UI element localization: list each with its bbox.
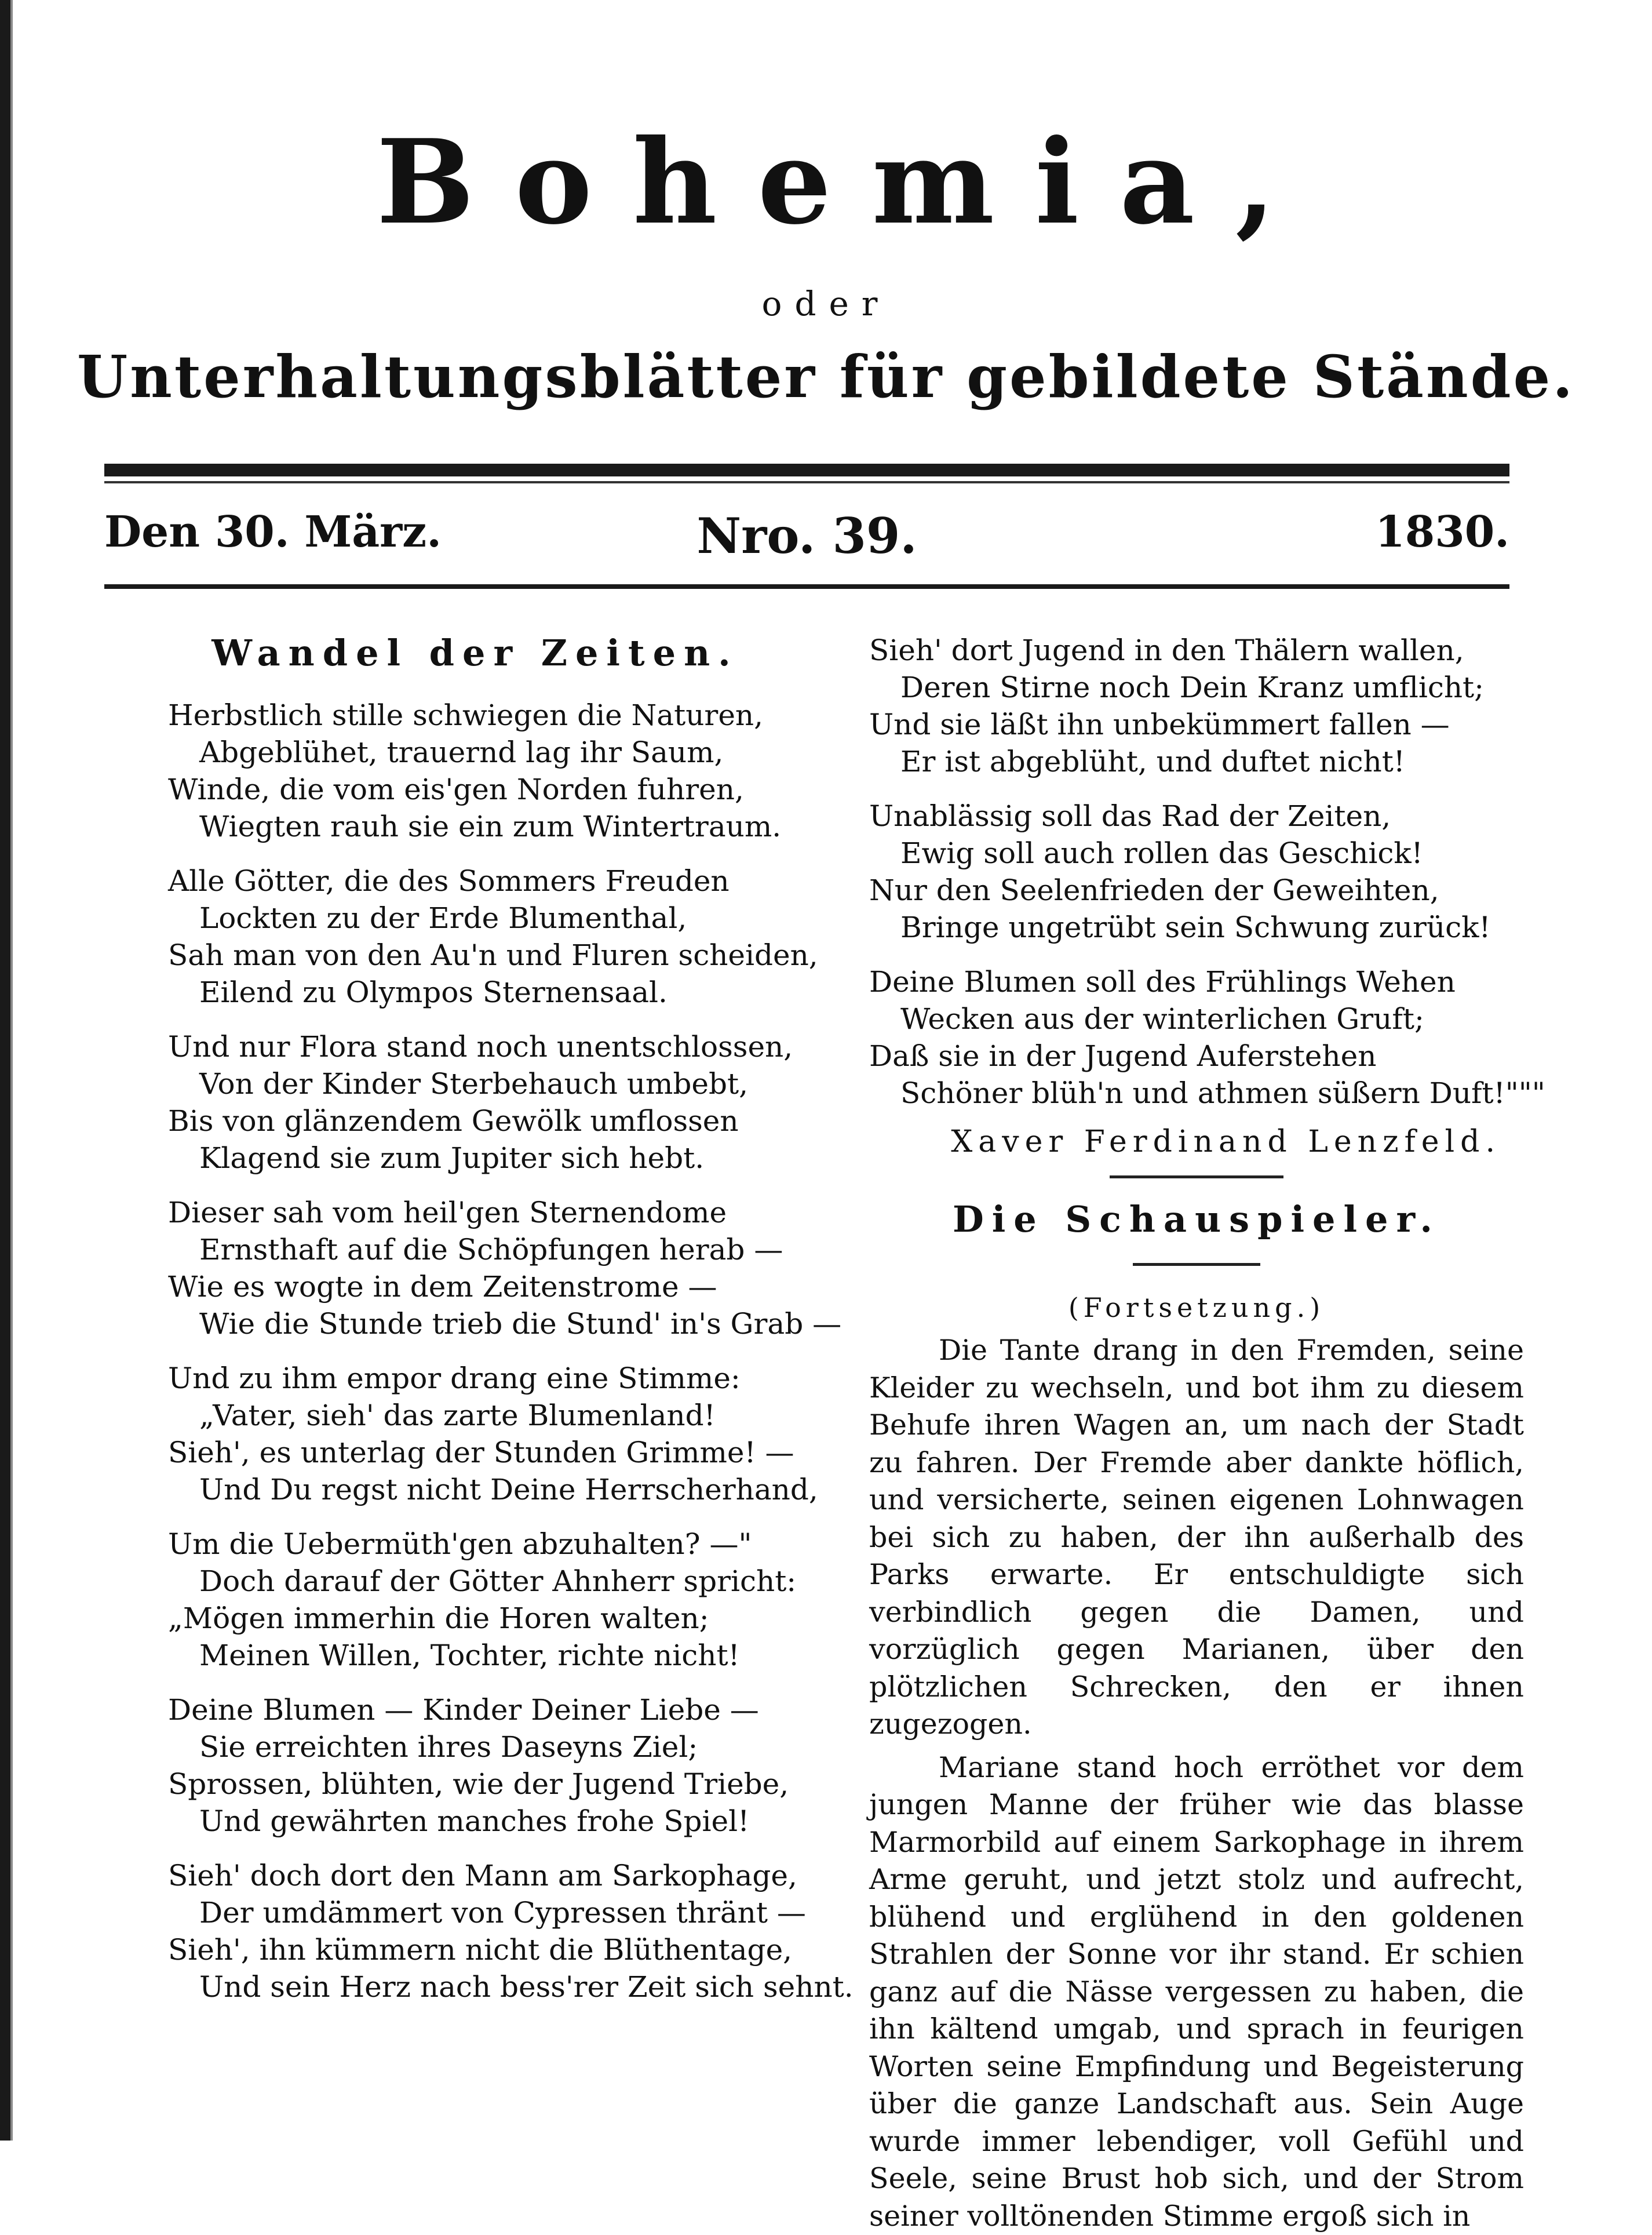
poem-stanza: [168, 1526, 797, 1674]
poem-line: Deine Blumen — Kinder Deiner Liebe —: [168, 1693, 759, 1727]
poem-line: Wiegten rauh sie ein zum Wintertraum.: [199, 810, 782, 844]
story-subtitle: (Fortsetzung.): [1068, 1292, 1325, 1324]
poem-line: Sah man von den Au'n und Fluren scheiden,: [168, 938, 818, 973]
poem-line: Und Du regst nicht Deine Herrscherhand,: [199, 1473, 818, 1507]
poem-line: Lockten zu der Erde Blumenthal,: [199, 901, 687, 936]
poem-line: Daß sie in der Jugend Auferstehen: [869, 1039, 1377, 1073]
poem-line: Schöner blüh'n und athmen süßern Duft!""": [900, 1076, 1545, 1110]
poem-line: Ernsthaft auf die Schöpfungen herab —: [199, 1233, 783, 1267]
poem-line: Alle Götter, die des Sommers Freuden: [168, 864, 730, 898]
left-column: [168, 632, 854, 2023]
poem-stanza: [168, 1360, 818, 1508]
poem-line: Klagend sie zum Jupiter sich hebt.: [199, 1141, 705, 1175]
masthead-rule-thin: [104, 481, 1509, 483]
page-binding-shadow: [10, 0, 13, 2141]
poem-stanza: [869, 798, 1524, 946]
poem-line: Sieh' doch dort den Mann am Sarkophage,: [168, 1859, 797, 1893]
poem-line: „Mögen immerhin die Horen walten;: [168, 1601, 709, 1636]
poem-line: Herbstlich stille schwiegen die Naturen,: [168, 698, 764, 733]
poem-line: Wecken aus der winterlichen Gruft;: [900, 1002, 1424, 1036]
poem-line: Sieh', es unterlag der Stunden Grimme! —: [168, 1436, 794, 1470]
poem-line: Winde, die vom eis'gen Norden fuhren,: [168, 773, 744, 807]
title-underline: [1133, 1263, 1260, 1266]
right-column: [869, 632, 1545, 2235]
poem-line: Von der Kinder Sterbehauch umbebt,: [199, 1067, 748, 1101]
poem-line: Abgeblühet, trauernd lag ihr Saum,: [199, 736, 724, 770]
story-paragraph: Mariane stand hoch erröthet vor dem jungen Manne der früher wie das blasse Marmorbild auf einem Sarkophage in ihrem Arme geruht, und jetzt stolz und aufrecht, blühend und erglühend in den goldenen Strahlen der Sonne vor ihr stand. Er schien ganz auf die Nässe vergessen zu haben, die ihn kältend umgab, und sprach in feurigen Worten seine Empfindung und Begeisterung über die ganze Landschaft aus. Sein Auge wurde immer lebendiger, voll Gefühl und Seele, seine Brust hob sich, und der Strom seiner volltönenden Stimme ergoß sich in: [869, 1750, 1524, 2233]
poem-stanza: [168, 862, 818, 1011]
story-paragraph: Die Tante drang in den Fremden, seine Kleider zu wechseln, und bot ihm zu diesem Behufe ihren Wagen an, um nach der Stadt zu fahren. Der Fremde aber dankte höflich, und versicherte, seinen eigenen Lohnwagen bei sich zu haben, der ihn außerhalb des Parks erwarte. Er entschuldigte sich verbindlich gegen die Damen, und vorzüglich gegen Marianen, über den plötzlichen Schrecken, den er ihnen zugezogen.: [869, 1334, 1524, 1741]
poem-stanza: [869, 632, 1524, 780]
poem-line: „Vater, sieh' das zarte Blumenland!: [199, 1399, 716, 1433]
poem-line: Und nur Flora stand noch unentschlossen,: [168, 1030, 793, 1064]
poem-line: Meinen Willen, Tochter, richte nicht!: [199, 1639, 740, 1673]
poem-line: Um die Uebermüth'gen abzuhalten? —": [168, 1527, 752, 1561]
page-binding-edge: [0, 0, 10, 2141]
poem-line: Deine Blumen soll des Frühlings Wehen: [869, 965, 1456, 999]
issue-year: 1830.: [1375, 507, 1509, 557]
poem-line: Nur den Seelenfrieden der Geweihten,: [869, 873, 1439, 907]
poem-author: Xaver Ferdinand Lenzfeld.: [951, 1124, 1501, 1159]
poem-line: Und sie läßt ihn unbekümmert fallen —: [869, 708, 1450, 741]
issue-date: Den 30. März.: [104, 507, 442, 557]
poem-stanza: [168, 1691, 789, 1840]
poem-line: Der umdämmert von Cypressen thränt —: [199, 1896, 806, 1930]
poem-line: Und zu ihm empor drang eine Stimme:: [168, 1362, 741, 1396]
poem-stanza: [869, 963, 1545, 1112]
poem-line: Unablässig soll das Rad der Zeiten,: [869, 799, 1391, 833]
poem-line: Sieh', ihn kümmern nicht die Blüthentage,: [168, 1933, 793, 1967]
poem-title: Wandel der Zeiten.: [211, 632, 739, 674]
poem-line: Sieh' dort Jugend in den Thälern wallen,: [869, 634, 1464, 667]
masthead-title: Bohemia,: [376, 114, 1317, 250]
masthead-oder: oder: [761, 284, 891, 323]
section-divider: [1110, 1175, 1283, 1178]
poem-line: Bis von glänzendem Gewölk umflossen: [168, 1104, 739, 1138]
poem-line: Wie die Stunde trieb die Stund' in's Grab —: [199, 1307, 842, 1341]
poem-line: Bringe ungetrübt sein Schwung zurück!: [900, 911, 1491, 944]
poem-line: Dieser sah vom heil'gen Sternendome: [168, 1196, 727, 1230]
dateline: [104, 507, 1509, 571]
poem-line: Sprossen, blühten, wie der Jugend Triebe,: [168, 1767, 789, 1801]
masthead-subtitle: Unterhaltungsblätter für gebildete Stände.: [76, 343, 1576, 411]
issue-number: Nro. 39.: [696, 507, 917, 565]
poem-line: Sie erreichten ihres Daseyns Ziel;: [199, 1730, 698, 1764]
story-title: Die Schauspieler.: [952, 1198, 1441, 1240]
poem-line: Wie es wogte in dem Zeitenstrome —: [168, 1270, 717, 1304]
dateline-rule: [104, 584, 1509, 589]
poem-line: Er ist abgeblüht, und duftet nicht!: [900, 745, 1405, 778]
masthead-rule-thick: [104, 464, 1509, 476]
poem-line: Doch darauf der Götter Ahnherr spricht:: [199, 1564, 797, 1599]
poem-stanza: [168, 1194, 842, 1342]
poem-stanza: [168, 1028, 793, 1177]
poem-stanza: [168, 1857, 854, 2005]
poem-line: Und sein Herz nach bess'rer Zeit sich sehnt.: [199, 1970, 854, 2004]
poem-line: Und gewährten manches frohe Spiel!: [199, 1804, 750, 1839]
poem-line: Ewig soll auch rollen das Geschick!: [900, 836, 1423, 870]
poem-stanza: [168, 697, 782, 845]
poem-line: Eilend zu Olympos Sternensaal.: [199, 975, 668, 1010]
poem-line: Deren Stirne noch Dein Kranz umflicht;: [900, 671, 1484, 704]
